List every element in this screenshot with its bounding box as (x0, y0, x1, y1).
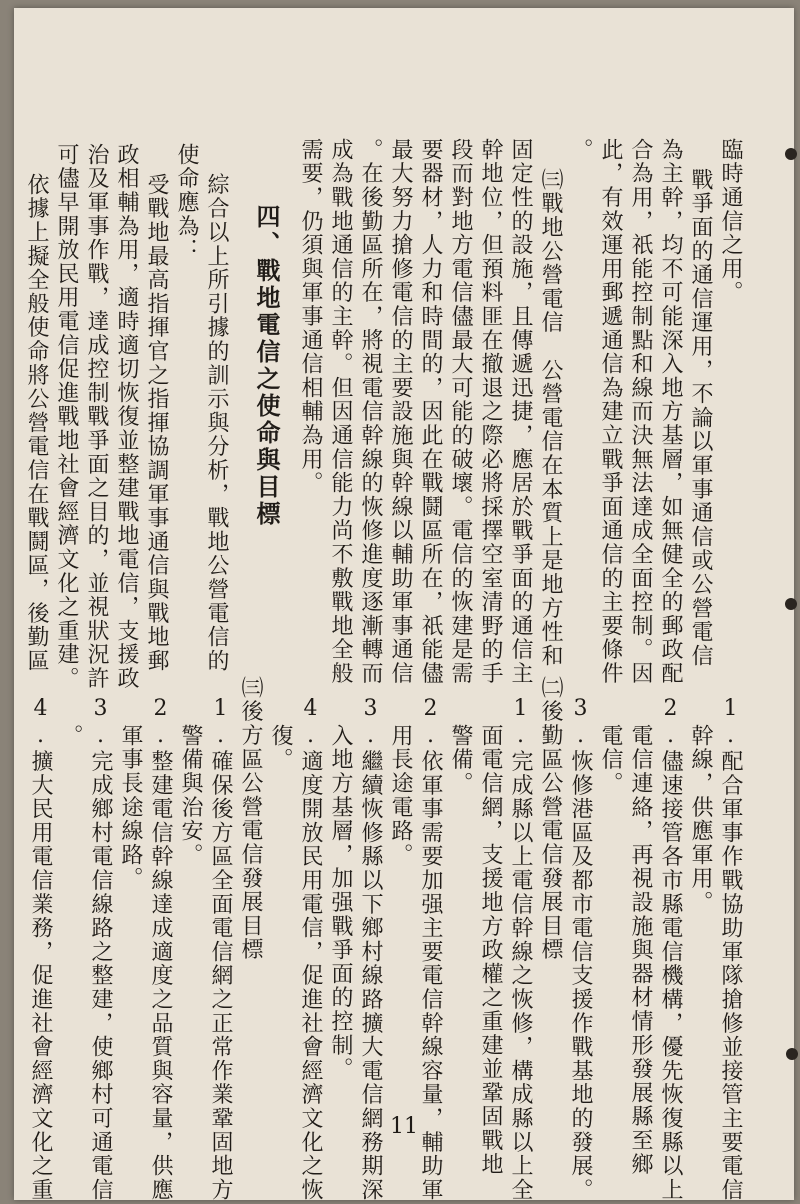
text-column: 幹線，供應軍用。 (688, 724, 713, 915)
text-column: 政相輔為用，適時適切恢復並整建戰地電信，支援政 (114, 143, 139, 691)
text-column: ㈡後勤區公營電信發展目標 (538, 676, 563, 962)
text-column: 幹地位，但預料匪在撤退之際必將採擇空室清野的手 (478, 138, 503, 686)
section-heading: 四、戰地電信之使命與目標 (252, 204, 281, 528)
text-column: 軍事長途線路。 (118, 724, 143, 891)
text-column: 警備。 (448, 724, 473, 796)
text-column: 要器材，人力和時間的，因此在戰鬪區所在，祇能儘 (418, 138, 443, 686)
text-column: 最大努力搶修電信的主要設施與幹線以輔助軍事通信 (388, 138, 413, 686)
text-column: 此，有效運用郵遞通信為建立戰爭面通信的主要條件 (598, 138, 623, 686)
text-column: 3.恢修港區及都市電信支援作戰基地的發展。 (568, 696, 593, 1202)
text-column: 合為用，祇能控制點和線而決無法達成全面控制。因 (628, 138, 653, 686)
text-column: 3.完成鄉村電信線路之整建，使鄉村可通電信 (88, 696, 113, 1202)
text-column: 綜合以上所引據的訓示與分析，戰地公營電信的 (204, 173, 229, 673)
text-column: ㈢戰地公營電信 公營電信在本質上是地方性和 (538, 168, 563, 668)
text-column: 4.適度開放民用電信，促進社會經濟文化之恢 (298, 696, 323, 1202)
text-column: 1.完成縣以上電信幹線之恢修，構成縣以上全 (508, 696, 533, 1202)
text-column: 1.確保後方區全面電信網之正常作業鞏固地方 (208, 696, 233, 1202)
text-column: 使命應為： (174, 143, 199, 262)
text-column: 段而對地方電信儘最大可能的破壞。電信的恢建是需 (448, 138, 473, 686)
text-column: 面電信網，支援地方政權之重建並鞏固戰地 (478, 724, 503, 1177)
text-column: 。 (568, 138, 593, 162)
text-column: ㈢後方區公營電信發展目標 (238, 676, 263, 962)
text-column: 成為戰地通信的主幹。但因通信能力尚不敷戰地全般 (328, 138, 353, 686)
text-column: 臨時通信之用。 (718, 138, 743, 305)
text-column: 電信連絡，再視設施與器材情形發展縣至鄉 (628, 724, 653, 1177)
text-column: 治及軍事作戰，達成控制戰爭面之目的，並視狀況許 (84, 143, 109, 691)
text-column: 受戰地最高指揮官之指揮協調軍事通信與戰地郵 (144, 173, 169, 673)
text-column: 4.擴大民用電信業務，促進社會經濟文化之重 (28, 696, 53, 1202)
text-column: 2.儘速接管各市縣電信機構，優先恢復縣以上 (658, 696, 683, 1202)
page-number: 11 (390, 1114, 418, 1139)
text-column: 電信。 (598, 724, 623, 796)
text-column: 為主幹，均不可能深入地方基層，如無健全的郵政配 (658, 138, 683, 686)
text-column: 1.配合軍事作戰協助軍隊搶修並接管主要電信 (718, 696, 743, 1202)
text-column: 警備與治安。 (178, 724, 203, 867)
text-column: 需要，仍須與軍事通信相輔為用。 (298, 138, 323, 495)
binding-hole-lower (786, 1048, 798, 1060)
text-column: 可儘早開放民用電信促進戰地社會經濟文化之重建。 (54, 143, 79, 691)
text-column: 依據上擬全般使命將公營電信在戰鬪區，後勤區 (24, 173, 49, 673)
text-column: 固定性的設施，且傳遞迅捷，應居於戰爭面的通信主 (508, 138, 533, 686)
text-column: 復。 (268, 724, 293, 772)
text-column: 。 (58, 724, 83, 748)
text-column: 2.整建電信幹線達成適度之品質與容量，供應 (148, 696, 173, 1202)
document-page (14, 8, 794, 1200)
text-column: 。在後勤區所在，將視電信幹線的恢修進度逐漸轉而 (358, 138, 383, 686)
text-column: 2.依軍事需要加强主要電信幹線容量，輔助軍 (418, 696, 443, 1202)
text-column: 3.繼續恢修縣以下鄉村線路擴大電信網務期深 (358, 696, 383, 1202)
text-column: 入地方基層，加强戰爭面的控制。 (328, 724, 353, 1081)
binding-hole-bottom (785, 598, 797, 610)
text-column: 用長途電路。 (388, 724, 413, 867)
text-column: 戰爭面的通信運用，不論以軍事通信或公營電信 (688, 168, 713, 668)
binding-hole-top (785, 148, 797, 160)
